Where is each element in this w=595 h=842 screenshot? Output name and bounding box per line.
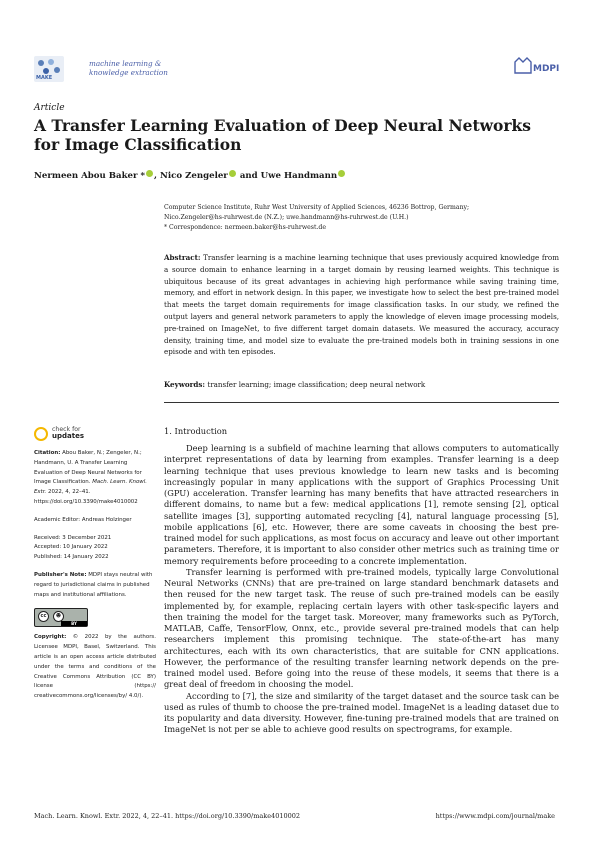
publisher-note-text: MDPI stays neutral with regard to jurisdictional claims in published maps and institutional affiliations.: [34, 571, 153, 598]
orcid-icon[interactable]: [338, 170, 345, 177]
orcid-icon[interactable]: [146, 170, 153, 177]
check-for-updates-button[interactable]: [34, 426, 94, 442]
by-label: BY: [61, 621, 87, 626]
accepted-date: Accepted: 10 January 2022: [34, 544, 108, 551]
paragraph: Transfer learning is performed with pre-trained models, typically large Convolutional Neural Networks (CNNs) that are pre-trained on large standard benchmark datasets and then reused for the new target task. The reuse of such pre-trained models can be easily implemented by, for example, replacing certain layers with other task-specific layers and then training the model for the target task. Moreover, many frameworks such as PyTorch, MATLAB, Caffe, TensorFlow, Onnx, etc., provide several pre-trained models that can help researchers implement this promising technique. The state-of-the-art has many architectures, each with its own characteristics, that are suitable for CNN applications. However, the performance of the resulting transfer learning network depends on the pre-trained model used. Before going into the reuse of these models, it seems that there is a great deal of freedom in choosing the model.: [164, 566, 559, 690]
mdpi-logo: [513, 57, 560, 75]
citation-label: Citation:: [34, 450, 61, 456]
paragraph: According to [7], the size and similarity of the target dataset and the source task can be used as rules of thumb to choose the pre-trained model. ImageNet is a leading dataset due to its popularity and data diversity. However, fine-tuning pre-trained models that are trained on ImageNet is not per se able to achieve good results on spectrograms, for example.: [164, 690, 559, 735]
footer-citation[interactable]: Mach. Learn. Knowl. Extr. 2022, 4, 22–41. https://doi.org/10.3390/make4010002: [34, 812, 301, 820]
citation-text: Abou Baker, N.; Zengeler, N.; Handmann, U. A Transfer Learning Evaluation of Deep Neural Networks for Image Classification.: [34, 450, 142, 486]
correspondence[interactable]: * Correspondence: nermeen.baker@hs-ruhrwest.de: [164, 224, 327, 231]
publisher-note-label: Publisher's Note:: [34, 571, 87, 578]
cc-icon: cc: [38, 611, 49, 622]
published-date: Published: 14 January 2022: [34, 554, 109, 561]
citation-journal: Mach. Learn. Knowl. Extr.: [34, 479, 147, 496]
check-updates-line2: updates: [52, 432, 84, 440]
author-1[interactable]: Nermeen Abou Baker *: [34, 171, 146, 181]
affiliation-emails[interactable]: Nico.Zengeler@hs-ruhrwest.de (N.Z.); uwe.handmann@hs-ruhrwest.de (U.H.): [164, 214, 409, 221]
check-updates-label: [52, 426, 84, 440]
check-updates-line1: check for: [52, 426, 81, 433]
keywords-text: transfer learning; image classification; deep neural network: [205, 380, 426, 389]
abstract-text: Transfer learning is a machine learning technique that uses previously acquired knowledge from a source domain to enhance learning in a target domain by reusing learned weights. This technique is ubiquitous because of its great advantages in achieving high performance while saving training time, memory, and effort in network design. In this paper, we investigate how to select the best pre-trained model that meets the target domain requirements for image classification tasks. In our study, we refined the output layers and general network parameters to apply the knowledge of eleven image processing models, pre-trained on ImageNet, to five different target domain datasets. We measured the accuracy, accuracy density, training time, and model size to evaluate the pre-trained models both in training sessions in one episode and with ten episodes.: [164, 253, 559, 357]
academic-editor: Academic Editor: Andreas Holzinger: [34, 516, 132, 523]
author-2[interactable]: , Nico Zengeler: [154, 171, 228, 181]
abstract-label: Abstract:: [164, 253, 201, 262]
received-date: Received: 3 December 2021: [34, 534, 112, 541]
mdpi-logo-text: MDPI: [533, 64, 560, 74]
publisher-note: [34, 571, 156, 600]
check-updates-icon: [34, 427, 48, 441]
journal-logo: [34, 56, 64, 82]
divider: [164, 402, 559, 403]
journal-logo-text: MAKE: [36, 75, 53, 81]
article-type: Article: [34, 103, 65, 113]
paper-title: A Transfer Learning Evaluation of Deep Neural Networks for Image Classification: [34, 116, 531, 154]
footer-journal-url[interactable]: https://www.mdpi.com/journal/make: [435, 812, 555, 820]
affiliation-line: Computer Science Institute, Ruhr West University of Applied Sciences, 46236 Bottrop, Germany;: [164, 204, 470, 211]
journal-name: [89, 59, 168, 77]
copyright-text: © 2022 by the authors. Licensee MDPI, Basel, Switzerland. This article is an open access article distributed under the terms and conditions of the Creative Commons Attribution (CC BY) license (https:// creativecommons.org/licenses/by/ 4.0/).: [34, 634, 156, 700]
author-list: [34, 170, 554, 181]
paragraph: Deep learning is a subfield of machine learning that allows computers to automatically interpret representations of data by learning from examples. Transfer learning is a deep learning technique that uses previous knowledge to learn new tasks and is becoming increasingly popular in many applications with the support of Graphics Processing Unit (GPU) acceleration. Transfer learning has many benefits that have attracted researchers in different domains, to name but a few: medical applications [1], remote sensing [2], optical satellite images [3], supporting automated recycling [4], natural language processing [5], mobile applications [6], etc. However, there are some caveats in choosing the best pre-trained model for such applications, as most focus on accuracy and leave out other important parameters. Therefore, it is important to also consider other metrics such as training time or memory requirements before proceeding to a concrete implementation.: [164, 443, 559, 566]
section-body: [164, 443, 559, 736]
cc-by-license-icon[interactable]: [34, 608, 88, 627]
journal-name-line2: knowledge extraction: [89, 68, 168, 77]
dates-block: [34, 534, 156, 563]
copyright-label: Copyright:: [34, 634, 67, 641]
section-title: 1. Introduction: [164, 426, 228, 436]
journal-name-line1: machine learning &: [89, 59, 162, 68]
abstract: [164, 252, 559, 358]
orcid-icon[interactable]: [229, 170, 236, 177]
keywords: [164, 379, 559, 390]
citation-block: [34, 449, 156, 508]
author-3[interactable]: and Uwe Handmann: [236, 171, 338, 181]
person-icon: ☻: [53, 611, 64, 622]
copyright-block: [34, 633, 156, 702]
sidebar: [34, 449, 156, 710]
page-footer: [34, 812, 555, 820]
affiliation-block: [164, 203, 559, 233]
citation-doi[interactable]: 2022, 4, 22–41. https://doi.org/10.3390/make4010002: [34, 489, 138, 505]
keywords-label: Keywords:: [164, 380, 206, 389]
